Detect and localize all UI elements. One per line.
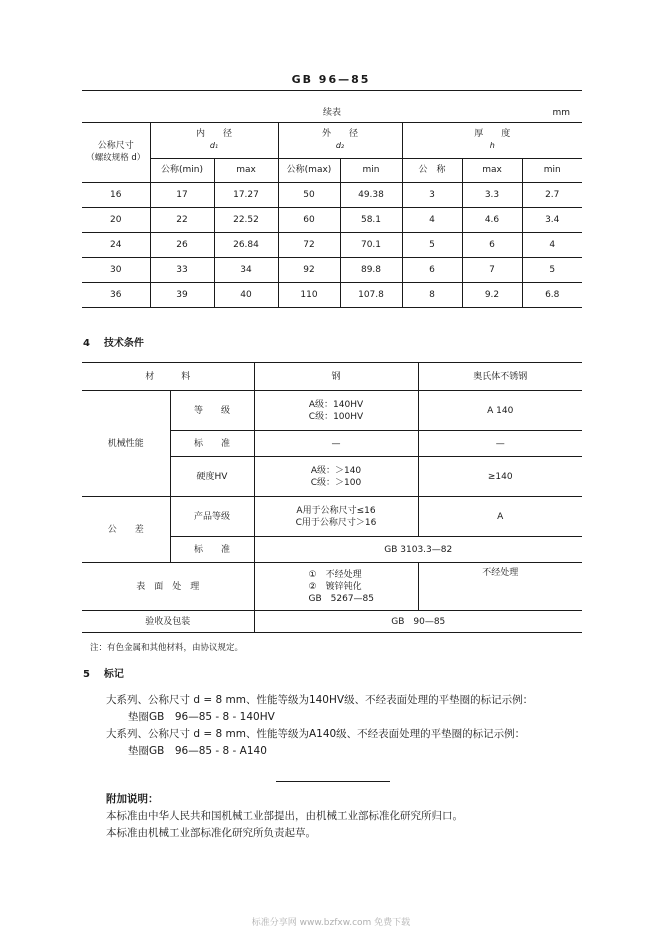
subheader: max [462,158,522,182]
table-cell: 3.4 [522,207,582,232]
table-cell: 4.6 [462,207,522,232]
table-cell: 4 [522,232,582,257]
table-cell: 26 [150,232,214,257]
table-cell: 3.3 [462,182,522,207]
table-cell: 22.52 [214,207,278,232]
subheader: 公 称 [402,158,462,182]
table-cell: 5 [522,257,582,282]
surface-treatment-label: 表 面 处 理 [82,563,254,611]
tolerance: 公 差 [82,497,170,563]
outer-symbol: d₂ [335,141,345,150]
table-cell: 72 [278,232,340,257]
surface-austenitic: 不经处理 [418,563,582,611]
surface-std: GB 5267—85 [308,593,375,604]
standard-id: GB 96—85 [291,73,371,86]
table-cell: 16 [82,182,150,207]
table-cell: 8 [402,282,462,307]
technical-conditions-table [82,362,582,633]
std-austenitic: — [418,431,582,457]
table-cell: 92 [278,257,340,282]
table-row [82,232,582,257]
table-cell: 50 [278,182,340,207]
table-cell: 60 [278,207,340,232]
tolerance-std-label: 标 准 [170,537,254,563]
product-grade-a: A用于公称尺寸≤16 [296,505,376,516]
product-grade-austenitic: A [418,497,582,537]
grade-label: 等 级 [170,391,254,431]
tolerance-std-value: GB 3103.3—82 [254,537,582,563]
mech-properties: 机械性能 [82,391,170,497]
appendix-block [106,791,586,842]
hardness-steel-c: C级：＞100 [310,477,362,488]
marking-block [106,692,586,760]
table-cell: 9.2 [462,282,522,307]
grade-steel-c: C级：100HV [308,411,364,422]
table-cell: 6.8 [522,282,582,307]
subheader: min [522,158,582,182]
table-cell: 26.84 [214,232,278,257]
h-steel: 钢 [254,363,418,391]
thickness-symbol: h [489,141,495,150]
h-austenitic: 奥氏体不锈钢 [418,363,582,391]
header-rule [82,90,582,91]
subheader: max [214,158,278,182]
section-title: 标记 [103,669,124,680]
product-grade-steel [254,497,418,537]
subheader: min [340,158,402,182]
col-inner-diameter [150,122,278,158]
table-cell: 107.8 [340,282,402,307]
subheader: 公称(max) [278,158,340,182]
table-row [82,207,582,232]
table-cell: 39 [150,282,214,307]
surface-opt-1: ① 不经处理 [308,569,362,580]
table-cell: 2.7 [522,182,582,207]
table-cell: 30 [82,257,150,282]
col-outer-diameter [278,122,402,158]
section-title: 技术条件 [103,338,144,349]
table-cell: 89.8 [340,257,402,282]
hardness-steel-a: A级：＞140 [310,465,362,476]
table-row [82,182,582,207]
table-cell: 36 [82,282,150,307]
table-cell: 7 [462,257,522,282]
table-cell: 17.27 [214,182,278,207]
grade-steel [254,391,418,431]
surface-opt-2: ② 镀锌钝化 [308,581,362,592]
col-nominal-line1: 公称尺寸 [97,141,134,151]
grade-austenitic: A 140 [418,391,582,431]
table-cell: 6 [402,257,462,282]
acceptance-label: 验收及包装 [82,611,254,633]
marking-example-2: 垫圈GB 96—85 - 8 - A140 [128,745,267,757]
table-cell: 6 [462,232,522,257]
acceptance-value: GB 90—85 [254,611,582,633]
h-material: 材 料 [82,363,254,391]
section-5-heading [83,665,124,680]
product-grade-c: C用于公称尺寸＞16 [295,517,377,528]
col-nominal-line2: （螺纹规格 d） [86,153,146,163]
table-cell: 34 [214,257,278,282]
table-note: 注：有色金属和其他材料，由协议规定。 [90,643,244,653]
std-steel: — [254,431,418,457]
hardness-austenitic: ≥140 [418,457,582,497]
table-cell: 3 [402,182,462,207]
std-label: 标 准 [170,431,254,457]
section-4-heading [83,334,144,349]
separator-rule [276,781,390,782]
table-cell: 33 [150,257,214,282]
surface-steel [254,563,418,611]
col-nominal-size [82,122,150,182]
grade-steel-a: A级：140HV [308,399,364,410]
table-cell: 70.1 [340,232,402,257]
inner-label: 内 径 [195,129,232,139]
inner-symbol: d₁ [209,141,219,150]
table-row [82,282,582,307]
table-cell: 49.38 [340,182,402,207]
section-number: 5 [83,669,90,680]
table-cell: 22 [150,207,214,232]
marking-desc-1: 大系列、公称尺寸 d = 8 mm、性能等级为140HV级、不经表面处理的平垫圈的标记示例： [106,694,534,706]
table-cell: 17 [150,182,214,207]
table-continued-title: 续表 [322,107,341,118]
section-number: 4 [83,338,90,349]
appendix-line-1: 本标准由中华人民共和国机械工业部提出，由机械工业部标准化研究所归口。 [106,810,463,822]
watermark-footer: 标准分享网 www.bzfxw.com 免费下载 [251,918,411,928]
table-cell: 40 [214,282,278,307]
appendix-title: 附加说明： [106,793,159,805]
appendix-line-2: 本标准由机械工业部标准化研究所负责起草。 [106,827,316,839]
table-cell: 110 [278,282,340,307]
table-cell: 24 [82,232,150,257]
marking-desc-2: 大系列、公称尺寸 d = 8 mm、性能等级为A140级、不经表面处理的平垫圈的标记示例： [106,728,526,740]
thickness-label: 厚 度 [474,129,511,139]
outer-label: 外 径 [321,129,358,139]
table-cell: 58.1 [340,207,402,232]
subheader: 公称(min) [150,158,214,182]
marking-example-1: 垫圈GB 96—85 - 8 - 140HV [128,711,275,723]
table-cell: 20 [82,207,150,232]
table-unit: mm [552,108,570,118]
col-thickness [402,122,582,158]
table-cell: 5 [402,232,462,257]
dimensions-table [82,104,582,308]
hardness-label: 硬度HV [170,457,254,497]
hardness-steel [254,457,418,497]
table-row [82,257,582,282]
product-grade-label: 产品等级 [170,497,254,537]
table-cell: 4 [402,207,462,232]
